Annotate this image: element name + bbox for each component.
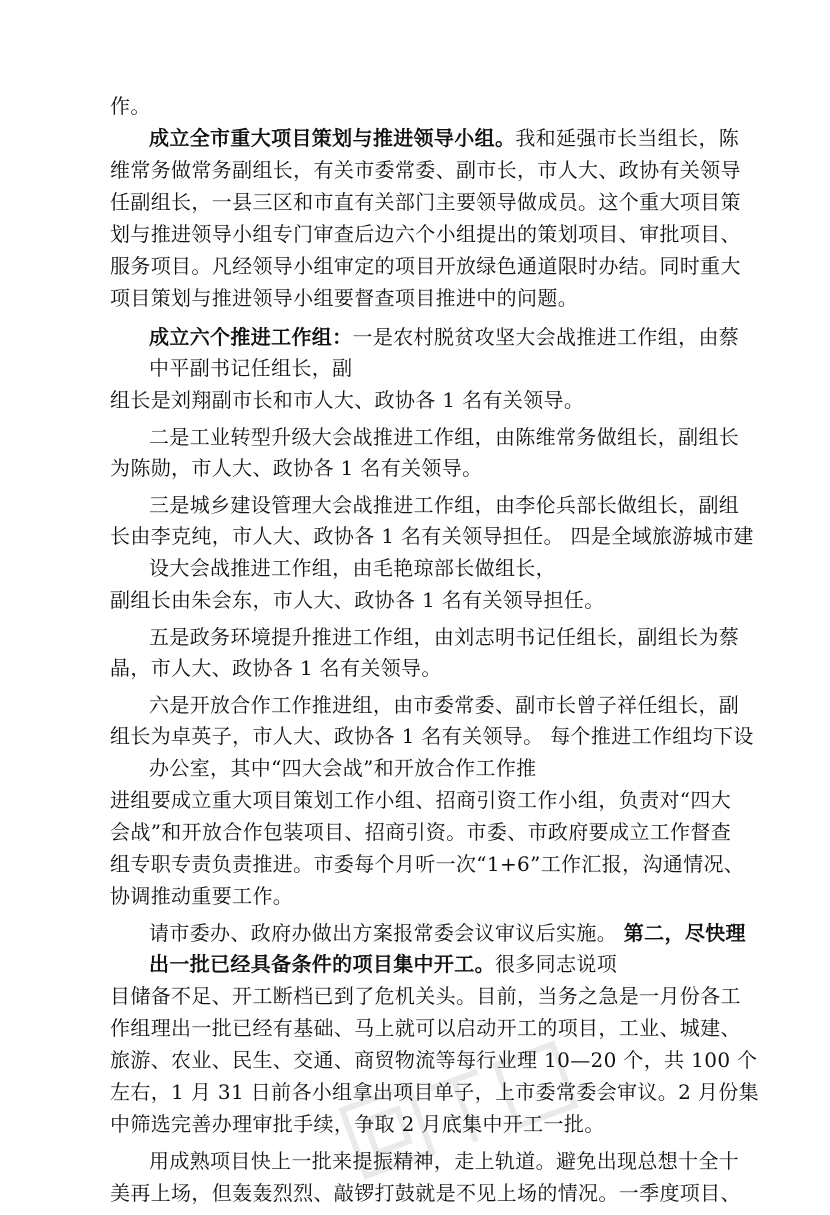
body-text: 美再上场，但轰轰烈烈、敲锣打鼓就是不见上场的情况。一季度项目、 <box>110 1181 741 1205</box>
body-text: 进组要成立重大项目策划工作小组、招商引资工作小组，负责对“四大 <box>110 788 732 812</box>
body-text: 长由李克纯，市人大、政协各 1 名有关领导担任。 四是全域旅游城市建 <box>110 524 754 548</box>
text-line <box>110 186 741 218</box>
text-line <box>110 848 744 880</box>
text-line <box>149 752 536 784</box>
body-text: 旅游、农业、民生、交通、商贸物流等每行业理 10—20 个，共 100 个 <box>110 1048 758 1072</box>
text-line <box>149 122 739 154</box>
bold-text: 成立全市重大项目策划与推进领导小组。 <box>149 126 516 150</box>
body-text: 组长为卓英子，市人大、政协各 1 名有关领导。 每个推进工作组均下设 <box>110 724 754 748</box>
body-text: 会战”和开放合作包装项目、招商引资。市委、市政府要成立工作督查 <box>110 820 732 844</box>
text-line <box>149 621 739 653</box>
bold-text: 成立六个推进工作组： <box>149 325 353 349</box>
body-text: 办公室，其中“四大会战”和开放合作工作推 <box>149 756 537 780</box>
text-line <box>110 816 731 848</box>
text-line <box>110 384 584 416</box>
text-line <box>110 652 442 684</box>
text-line <box>110 90 151 122</box>
text-line <box>149 948 617 980</box>
text-line <box>110 250 741 282</box>
text-line <box>149 489 739 521</box>
body-text: 中筛选完善办理审批手续，争取 2 月底集中开工一批。 <box>110 1112 605 1136</box>
text-line <box>149 321 739 353</box>
body-text: 任副组长，一县三区和市直有关部门主要领导做成员。这个重大项目策 <box>110 190 741 214</box>
body-text: 设大会战推进工作组，由毛艳琼部长做组长， <box>149 556 556 580</box>
body-text: 作组理出一批已经有基础、马上就可以启动开工的项目，工业、城建、 <box>110 1016 741 1040</box>
body-text: 副组长由朱会东，市人大、政协各 1 名有关领导担任。 <box>110 588 605 612</box>
body-text: 我和延强市长当组长，陈 <box>515 126 740 150</box>
body-text: 划与推进领导小组专门审查后边六个小组提出的策划项目、审批项目、 <box>110 222 741 246</box>
text-line <box>110 154 741 186</box>
body-text: 服务项目。凡经领导小组审定的项目开放绿色通道限时办结。同时重大 <box>110 254 741 278</box>
text-line <box>110 720 754 752</box>
text-line <box>110 282 578 314</box>
body-text: 用成熟项目快上一批来提振精神，走上轨道。避免出现总想十全十 <box>149 1149 740 1173</box>
text-line <box>149 689 739 721</box>
text-line <box>149 917 746 949</box>
body-text: 二是工业转型升级大会战推进工作组，由陈维常务做组长，副组长 <box>149 425 740 449</box>
body-text: 为陈勋，市人大、政协各 1 名有关领导。 <box>110 456 483 480</box>
text-line <box>149 352 353 384</box>
body-text: 六是开放合作工作推进组，由市委常委、副市长曾子祥任组长，副 <box>149 693 740 717</box>
body-text: 五是政务环境提升推进工作组，由刘志明书记任组长，副组长为蔡 <box>149 625 740 649</box>
text-line <box>110 784 731 816</box>
body-text: 左右，1 月 31 日前各小组拿出项目单子，上市委常委会审议。2 月份集 <box>110 1080 759 1104</box>
text-line <box>110 452 482 484</box>
body-text: 作。 <box>110 94 151 118</box>
body-text: 维常务做常务副组长，有关市委常委、副市长，市人大、政协有关领导 <box>110 158 741 182</box>
body-text: 晶，市人大、政协各 1 名有关领导。 <box>110 656 442 680</box>
text-line <box>110 584 605 616</box>
text-line <box>110 880 293 912</box>
text-line <box>110 218 741 250</box>
body-text: 项目策划与推进领导小组要督查项目推进中的问题。 <box>110 286 579 310</box>
body-text: 组长是刘翔副市长和市人大、政协各 1 名有关领导。 <box>110 388 585 412</box>
text-line <box>149 552 556 584</box>
body-text: 三是城乡建设管理大会战推进工作组，由李伦兵部长做组长，副组 <box>149 493 740 517</box>
body-text: 请市委办、政府办做出方案报常委会议审议后实施。 <box>149 921 624 945</box>
body-text: 协调推动重要工作。 <box>110 884 294 908</box>
bold-text: 出一批已经具备条件的项目集中开工。 <box>149 952 495 976</box>
text-line <box>149 421 739 453</box>
body-text: 一是农村脱贫攻坚大会战推进工作组，由蔡 <box>352 325 740 349</box>
body-text: 很多同志说项 <box>494 952 618 976</box>
text-line <box>110 980 741 1012</box>
text-line <box>110 520 754 552</box>
body-text: 中平副书记任组长，副 <box>149 356 353 380</box>
body-text: 目储备不足、开工断档已到了危机关头。目前，当务之急是一月份各工 <box>110 984 741 1008</box>
text-line <box>110 1012 741 1044</box>
body-text: 组专职专责负责推进。市委每个月听一次“1+6”工作汇报，沟通情况、 <box>110 852 745 876</box>
bold-text: 第二，尽快理 <box>623 921 746 945</box>
